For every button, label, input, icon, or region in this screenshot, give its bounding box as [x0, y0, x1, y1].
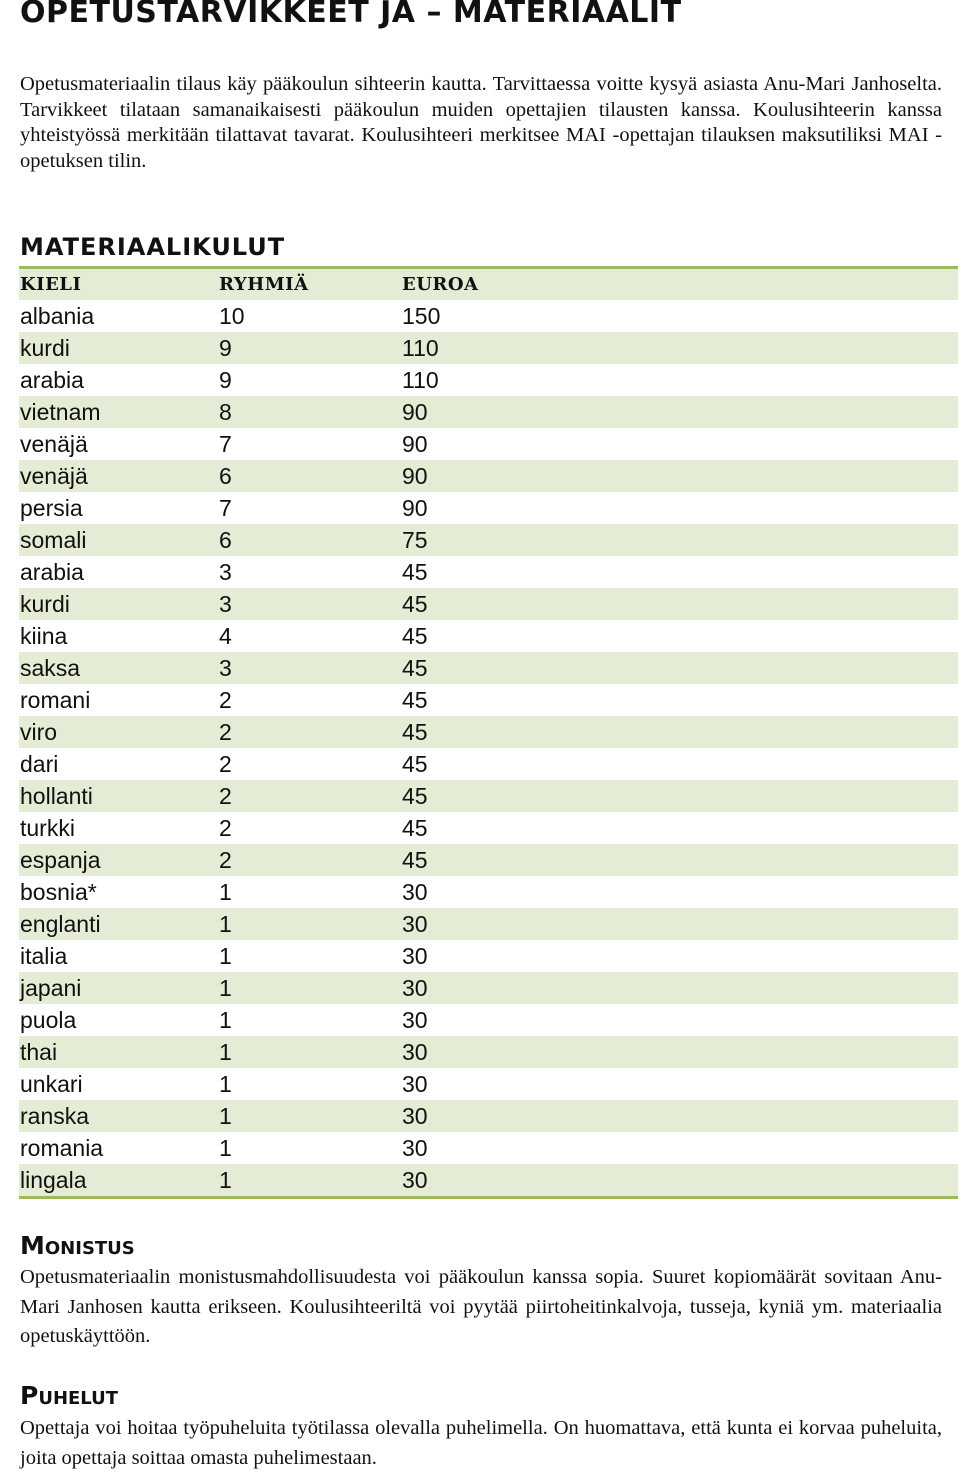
table-row	[19, 332, 958, 364]
cell-ryhmia: 1	[219, 942, 232, 969]
cell-ryhmia: 9	[219, 366, 232, 393]
cell-ryhmia: 3	[219, 558, 232, 585]
cell-kieli: espanja	[20, 846, 101, 873]
cell-euroa: 45	[402, 814, 428, 841]
cell-euroa: 75	[402, 526, 428, 553]
cell-euroa: 90	[402, 494, 428, 521]
cell-ryhmia: 2	[219, 718, 232, 745]
table-row	[19, 1068, 958, 1100]
cell-kieli: arabia	[20, 366, 84, 393]
cell-kieli: romani	[20, 686, 91, 713]
cell-kieli: persia	[20, 494, 83, 521]
cell-ryhmia: 10	[219, 302, 245, 329]
cell-kieli: ranska	[20, 1102, 90, 1129]
monistus-paragraph: Opetusmateriaalin monistusmahdollisuudesta voi pääkoulun kanssa sopia. Suuret kopiomäärät sovitaan Anu-Mari Janhosen kautta erikseen. Koulusihteeriltä voi pyytää piirtoheitinkalvoja, tusseja, kyniä ym. materiaalia opetuskäyttöön.	[20, 1266, 942, 1347]
table-row	[19, 908, 958, 940]
cell-kieli: dari	[20, 750, 59, 777]
cell-ryhmia: 1	[219, 1006, 232, 1033]
cell-euroa: 30	[402, 974, 428, 1001]
cell-euroa: 30	[402, 1038, 428, 1065]
table-row	[19, 492, 958, 524]
cell-kieli: lingala	[20, 1166, 87, 1193]
table-row	[19, 428, 958, 460]
cell-kieli: saksa	[20, 654, 81, 681]
cell-euroa: 45	[402, 846, 428, 873]
table-row	[19, 1100, 958, 1132]
cell-ryhmia: 3	[219, 654, 232, 681]
cell-euroa: 30	[402, 910, 428, 937]
table-row	[19, 1036, 958, 1068]
cell-kieli: arabia	[20, 558, 84, 585]
cell-euroa: 45	[402, 622, 428, 649]
table-row	[19, 620, 958, 652]
page-title: OPETUSTARVIKKEET JA – MATERIAALIT	[20, 0, 682, 30]
cell-euroa: 30	[402, 1070, 428, 1097]
cell-euroa: 90	[402, 462, 428, 489]
cell-euroa: 110	[402, 334, 439, 361]
cell-kieli: hollanti	[20, 782, 93, 809]
cell-euroa: 45	[402, 558, 428, 585]
table-row	[19, 844, 958, 876]
table-row	[19, 940, 958, 972]
table-row	[19, 588, 958, 620]
puhelut-paragraph: Opettaja voi hoitaa työpuheluita työtilassa olevalla puhelimella. On huomattava, että kunta ei korvaa puheluita, joita opettaja soittaa omasta puhelimestaan.	[20, 1417, 942, 1469]
table-row	[19, 780, 958, 812]
cell-kieli: kurdi	[20, 590, 70, 617]
puhelut-heading: Puhelut	[20, 1381, 119, 1410]
table-row	[19, 876, 958, 908]
table-row	[19, 1132, 958, 1164]
table-row	[19, 972, 958, 1004]
cell-kieli: kiina	[20, 622, 68, 649]
table-row	[19, 460, 958, 492]
cell-ryhmia: 1	[219, 1166, 232, 1193]
table-row	[19, 1164, 958, 1196]
cell-euroa: 90	[402, 430, 428, 457]
table-row	[19, 812, 958, 844]
header-kieli: KIELI	[20, 274, 82, 295]
cell-euroa: 30	[402, 1006, 428, 1033]
cell-ryhmia: 6	[219, 462, 232, 489]
table-row	[19, 684, 958, 716]
cell-euroa: 90	[402, 398, 428, 425]
cell-ryhmia: 2	[219, 750, 232, 777]
table-row	[19, 716, 958, 748]
cell-euroa: 30	[402, 942, 428, 969]
cell-ryhmia: 8	[219, 398, 232, 425]
table-row	[19, 652, 958, 684]
cell-ryhmia: 1	[219, 1134, 232, 1161]
materiaalikulut-table	[19, 266, 958, 1199]
cell-euroa: 45	[402, 686, 428, 713]
cell-euroa: 45	[402, 590, 428, 617]
cell-kieli: albania	[20, 302, 95, 329]
table-row	[19, 300, 958, 332]
cell-euroa: 45	[402, 718, 428, 745]
cell-kieli: englanti	[20, 910, 101, 937]
cell-kieli: kurdi	[20, 334, 70, 361]
cell-kieli: somali	[20, 526, 87, 553]
cell-kieli: italia	[20, 942, 68, 969]
table-row	[19, 396, 958, 428]
cell-kieli: venäjä	[20, 430, 88, 457]
cell-ryhmia: 3	[219, 590, 232, 617]
cell-kieli: puola	[20, 1006, 77, 1033]
header-euroa: EUROA	[402, 274, 479, 295]
header-ryhmia: RYHMIÄ	[219, 274, 309, 295]
cell-euroa: 45	[402, 782, 428, 809]
cell-euroa: 30	[402, 878, 428, 905]
cell-kieli: bosnia*	[20, 878, 97, 905]
cell-kieli: venäjä	[20, 462, 88, 489]
cell-ryhmia: 1	[219, 1038, 232, 1065]
cell-ryhmia: 2	[219, 686, 232, 713]
cell-ryhmia: 7	[219, 430, 232, 457]
table-row	[19, 556, 958, 588]
cell-ryhmia: 7	[219, 494, 232, 521]
table-row	[19, 364, 958, 396]
cell-euroa: 30	[402, 1102, 428, 1129]
cell-euroa: 30	[402, 1166, 428, 1193]
cell-ryhmia: 1	[219, 1102, 232, 1129]
table-row	[19, 1004, 958, 1036]
cell-ryhmia: 1	[219, 910, 232, 937]
table-body	[19, 300, 958, 1196]
cell-kieli: vietnam	[20, 398, 101, 425]
materiaalikulut-heading: MATERIAALIKULUT	[20, 233, 286, 261]
cell-ryhmia: 4	[219, 622, 232, 649]
cell-ryhmia: 2	[219, 846, 232, 873]
cell-kieli: thai	[20, 1038, 58, 1065]
cell-kieli: unkari	[20, 1070, 83, 1097]
cell-kieli: turkki	[20, 814, 75, 841]
cell-ryhmia: 2	[219, 782, 232, 809]
cell-ryhmia: 1	[219, 974, 232, 1001]
cell-ryhmia: 1	[219, 1070, 232, 1097]
cell-kieli: romania	[20, 1134, 104, 1161]
table-row	[19, 524, 958, 556]
cell-ryhmia: 1	[219, 878, 232, 905]
table-header-row	[19, 269, 958, 300]
cell-euroa: 110	[402, 366, 439, 393]
cell-euroa: 30	[402, 1134, 428, 1161]
cell-kieli: viro	[20, 718, 58, 745]
cell-ryhmia: 2	[219, 814, 232, 841]
monistus-heading: Monistus	[20, 1231, 135, 1260]
cell-kieli: japani	[20, 974, 82, 1001]
cell-euroa: 150	[402, 302, 441, 329]
cell-ryhmia: 9	[219, 334, 232, 361]
table-row	[19, 748, 958, 780]
cell-euroa: 45	[402, 750, 428, 777]
cell-ryhmia: 6	[219, 526, 232, 553]
intro-paragraph: Opetusmateriaalin tilaus käy pääkoulun sihteerin kautta. Tarvittaessa voitte kysyä asiasta Anu-Mari Janhoselta. Tarvikkeet tilataan samanaikaisesti pääkoulun muiden opettajien tilausten kanssa. Koulusihteerin kanssa yhteistyössä merkitään tilattavat tavarat. Koulusihteeri merkitsee MAI -opettajan tilauksen maksutiliksi MAI -opetuksen tilin.	[20, 73, 942, 172]
cell-euroa: 45	[402, 654, 428, 681]
